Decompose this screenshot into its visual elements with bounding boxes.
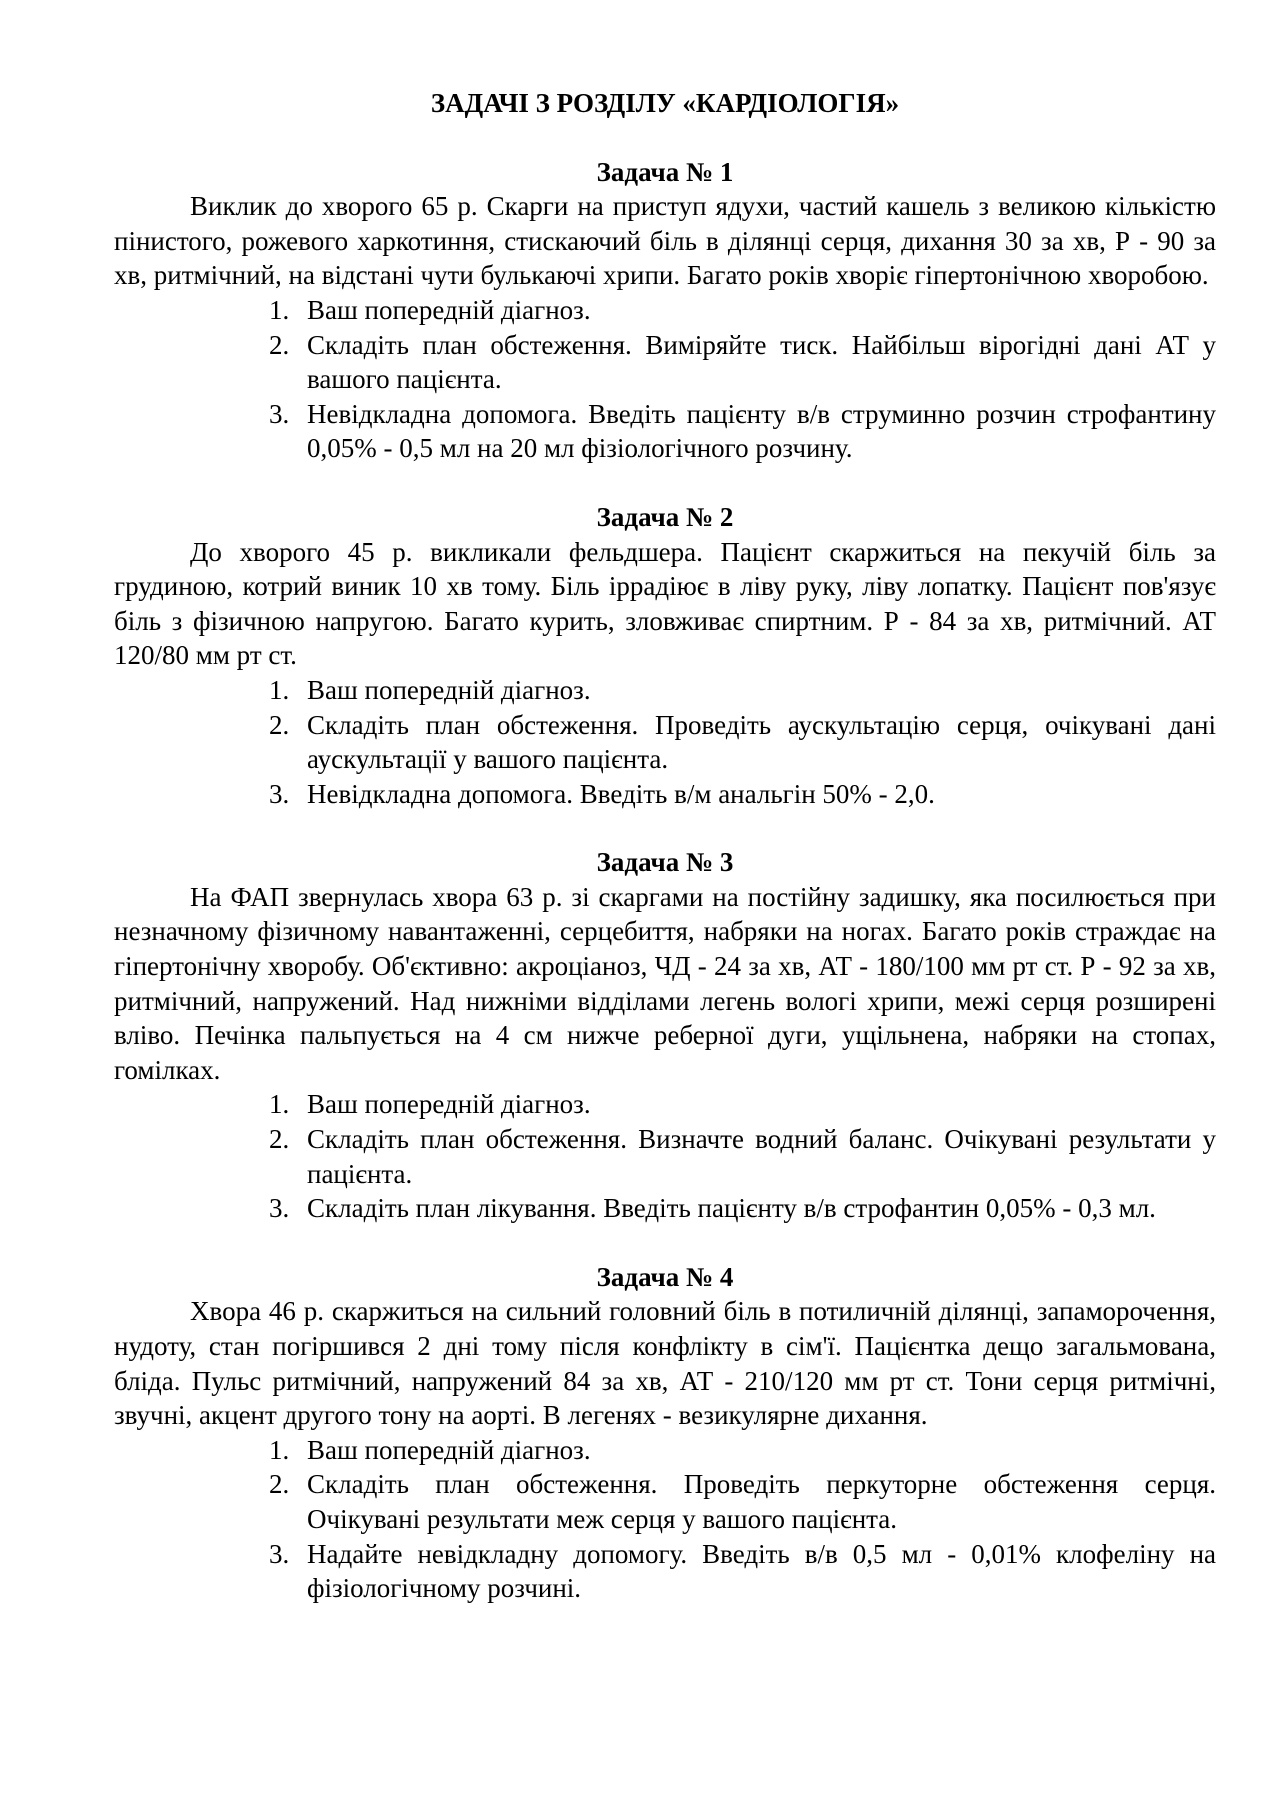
question-text: Складіть план обстеження. Проведіть перкуторне обстеження серця. Очікувані результати меж серця у вашого пацієнта. — [307, 1469, 1216, 1534]
task-question — [269, 1087, 1216, 1122]
question-number: 2. — [269, 1469, 290, 1500]
task-question-list — [114, 1433, 1216, 1606]
task-question — [269, 1191, 1216, 1226]
question-text: Складіть план лікування. Введіть пацієнту в/в строфантин 0,05% - 0,3 мл. — [307, 1193, 1156, 1224]
question-text: Невідкладна допомога. Введіть в/м анальгін 50% - 2,0. — [307, 778, 935, 809]
task-question — [269, 1467, 1216, 1536]
task-heading: Задача № 2 — [596, 501, 734, 532]
question-text: Складіть план обстеження. Проведіть аускультацію серця, очікувані дані аускультації у вашого пацієнта. — [307, 709, 1216, 775]
question-number: 2. — [269, 709, 290, 740]
task-question-list — [114, 1087, 1216, 1225]
question-text: Складіть план обстеження. Виміряйте тиск. Найбільш вірогідні дані АТ у вашого пацієнта. — [307, 329, 1216, 395]
task-question — [269, 777, 1216, 812]
task-question — [269, 1122, 1216, 1191]
task-question — [269, 708, 1216, 777]
question-number: 1. — [269, 674, 290, 705]
question-text: Складіть план обстеження. Визначте водний баланс. Очікувані результати у пацієнта. — [307, 1124, 1216, 1189]
task-heading: Задача № 4 — [596, 1261, 734, 1292]
task-1 — [114, 155, 1216, 466]
question-text: Ваш попередній діагноз. — [307, 1434, 591, 1465]
task-question — [269, 293, 1216, 328]
task-description: До хворого 45 р. викликали фельдшера. Пацієнт скаржиться на пекучій біль за грудиною, котрий виник 10 хв тому. Біль іррадіює в ліву руку, ліву лопатку. Пацієнт пов'язує біль з фізичною напругою. Багато курить, зловживає спиртним. Р - 84 за хв, ритмічний. АТ 120/80 мм рт ст. — [114, 536, 1216, 671]
question-text: Ваш попередній діагноз. — [307, 674, 591, 705]
task-2 — [114, 500, 1216, 811]
task-question — [269, 397, 1216, 466]
task-3 — [114, 845, 1216, 1226]
question-text: Надайте невідкладну допомогу. Введіть в/в 0,5 мл - 0,01% клофеліну на фізіологічному розчині. — [307, 1538, 1216, 1604]
task-question — [269, 1537, 1216, 1606]
task-description: Виклик до хворого 65 р. Скарги на приступ ядухи, частий кашель з великою кількістю пінистого, рожевого харкотиння, стискаючий біль в ділянці серця, дихання 30 за хв, Р - 90 за хв, ритмічний, на відстані чути булькаючі хрипи. Багато років хворіє гіпертонічною хворобою. — [114, 191, 1216, 291]
task-4 — [114, 1260, 1216, 1606]
task-heading: Задача № 3 — [596, 847, 734, 878]
document-title: ЗАДАЧІ З РОЗДІЛУ «КАРДІОЛОГІЯ» — [430, 88, 900, 118]
question-number: 1. — [269, 1434, 290, 1465]
question-number: 2. — [269, 1124, 290, 1155]
question-number: 1. — [269, 1089, 290, 1120]
question-number: 1. — [269, 294, 290, 325]
document-page — [114, 86, 1216, 1640]
question-text: Невідкладна допомога. Введіть пацієнту в/в струминно розчин строфантину 0,05% - 0,5 мл на 20 мл фізіологічного розчину. — [307, 398, 1216, 464]
question-number: 3. — [269, 398, 290, 429]
question-text: Ваш попередній діагноз. — [307, 1089, 591, 1120]
question-number: 3. — [269, 1538, 290, 1569]
task-heading: Задача № 1 — [596, 156, 734, 187]
task-description: На ФАП звернулась хвора 63 р. зі скаргами на постійну задишку, яка посилюється при незначному фізичному навантаженні, серцебиття, набряки на ногах. Багато років страждає на гіпертонічну хворобу. Об'єктивно: акроціаноз, ЧД - 24 за хв, АТ - 180/100 мм рт ст. Р - 92 за хв, ритмічний, напружений. Над нижніми відділами легень вологі хрипи, межі серця розширені вліво. Печінка пальпується на 4 см нижче реберної дуги, ущільнена, набряки на стопах, гомілках. — [114, 881, 1216, 1085]
task-question — [269, 673, 1216, 708]
question-text: Ваш попередній діагноз. — [307, 294, 591, 325]
task-question-list — [114, 293, 1216, 466]
question-number: 2. — [269, 329, 290, 360]
task-description: Хвора 46 р. скаржиться на сильний головний біль в потиличній ділянці, запаморочення, нудоту, стан погіршився 2 дні тому після конфлікту в сім'ї. Пацієнтка дещо загальмована, бліда. Пульс ритмічний, напружений 84 за хв, АТ - 210/120 мм рт ст. Тони серця ритмічні, звучні, акцент другого тону на аорті. В легенях - везикулярне дихання. — [114, 1296, 1216, 1431]
task-question — [269, 1433, 1216, 1468]
question-number: 3. — [269, 778, 290, 809]
question-number: 3. — [269, 1193, 290, 1224]
task-question — [269, 328, 1216, 397]
task-question-list — [114, 673, 1216, 811]
